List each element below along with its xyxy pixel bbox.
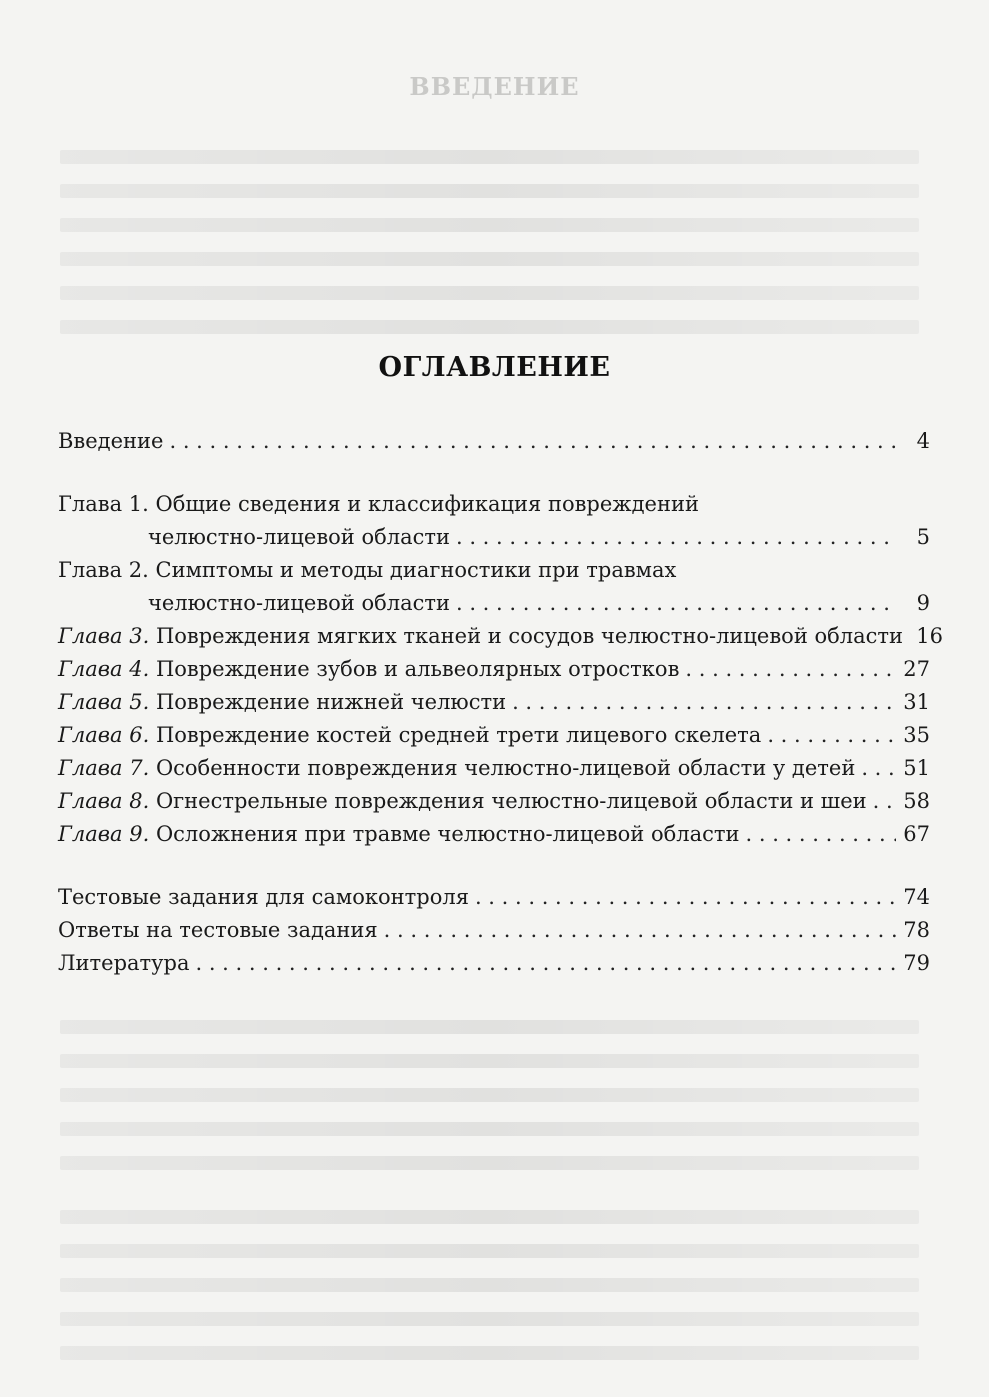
entry-label: Общие сведения и классификация повреждений [155,492,699,516]
toc-title: ОГЛАВЛЕНИЕ [378,352,611,383]
entry-label: Осложнения при травме челюстно-лицевой области [155,822,740,846]
page-number: 27 [903,657,930,681]
dot-leader [767,719,896,752]
bleed-through-line [60,252,919,266]
toc-entry-intro[interactable] [58,425,930,458]
dot-leader [746,818,897,851]
entry-label: Литература [58,951,190,975]
entry-label: Повреждение костей средней трети лицевого скелета [155,723,762,747]
page-number: 5 [916,525,930,549]
toc-entry-tests[interactable] [58,881,930,914]
bleed-through-line [60,218,919,232]
page-number: 78 [903,918,930,942]
page-number: 67 [903,822,930,846]
dot-leader [873,785,896,818]
entry-label: Огнестрельные повреждения челюстно-лицевой области и шеи [155,789,867,813]
bleed-through-line [60,286,919,300]
dot-leader [512,686,896,719]
entry-label: Введение [58,429,164,453]
table-of-contents [58,425,944,980]
dot-leader [861,752,896,785]
entry-label: Симптомы и методы диагностики при травмах [155,558,677,582]
bleed-through-line [60,320,919,334]
bleed-through-line [60,1054,919,1068]
dot-leader [169,425,896,458]
bleed-through-line [60,1312,919,1326]
toc-entry-chapter-3[interactable] [58,620,944,653]
toc-entry-chapter-1[interactable] [58,488,930,554]
entry-label: Тестовые задания для самоконтроля [58,885,469,909]
entry-label: Повреждение нижней челюсти [155,690,507,714]
entry-label: Ответы на тестовые задания [58,918,378,942]
page-number: 35 [903,723,930,747]
dot-leader [685,653,896,686]
bleed-through-line [60,1088,919,1102]
page-number: 58 [903,789,930,813]
toc-entry-chapter-9[interactable] [58,818,930,851]
toc-entry-literature[interactable] [58,947,930,980]
dot-leader [195,947,896,980]
chapter-number: Глава 9. [58,822,150,846]
page-number: 79 [903,951,930,975]
bleed-through-line [60,1020,919,1034]
bleed-through-line [60,1210,919,1224]
dot-leader [384,914,896,947]
bleed-through-line [60,1122,919,1136]
dot-leader [456,587,896,620]
chapter-number: Глава 7. [58,756,150,780]
bleed-through-heading: ВВЕДЕНИЕ [409,72,580,101]
dot-leader [475,881,896,914]
bleed-through-line [60,1278,919,1292]
bleed-through-line [60,184,919,198]
page-number: 74 [903,885,930,909]
toc-entry-chapter-2[interactable] [58,554,930,620]
entry-label: Повреждение зубов и альвеолярных отростков [155,657,680,681]
entry-label: Особенности повреждения челюстно-лицевой области у детей [155,756,856,780]
chapter-number: Глава 5. [58,690,150,714]
chapter-number: Глава 2. [58,558,149,582]
toc-entry-answers[interactable] [58,914,930,947]
dot-leader [456,521,896,554]
bleed-through-line [60,1244,919,1258]
toc-entry-chapter-6[interactable] [58,719,930,752]
page-number: 16 [916,624,944,648]
toc-entry-chapter-5[interactable] [58,686,930,719]
entry-label-cont: челюстно-лицевой области [148,591,450,615]
toc-entry-chapter-8[interactable] [58,785,930,818]
chapter-number: Глава 4. [58,657,150,681]
bleed-through-line [60,150,919,164]
entry-label: Повреждения мягких тканей и сосудов челюстно-лицевой области [155,624,904,648]
chapter-number: Глава 3. [58,624,150,648]
toc-entry-chapter-7[interactable] [58,752,930,785]
entry-label-cont: челюстно-лицевой области [148,525,450,549]
page-number: 4 [916,429,930,453]
page-number: 9 [916,591,930,615]
chapter-number: Глава 6. [58,723,150,747]
bleed-through-line [60,1156,919,1170]
page-number: 31 [903,690,930,714]
page-number: 51 [903,756,930,780]
chapter-number: Глава 1. [58,492,149,516]
chapter-number: Глава 8. [58,789,150,813]
bleed-through-line [60,1346,919,1360]
toc-entry-chapter-4[interactable] [58,653,930,686]
